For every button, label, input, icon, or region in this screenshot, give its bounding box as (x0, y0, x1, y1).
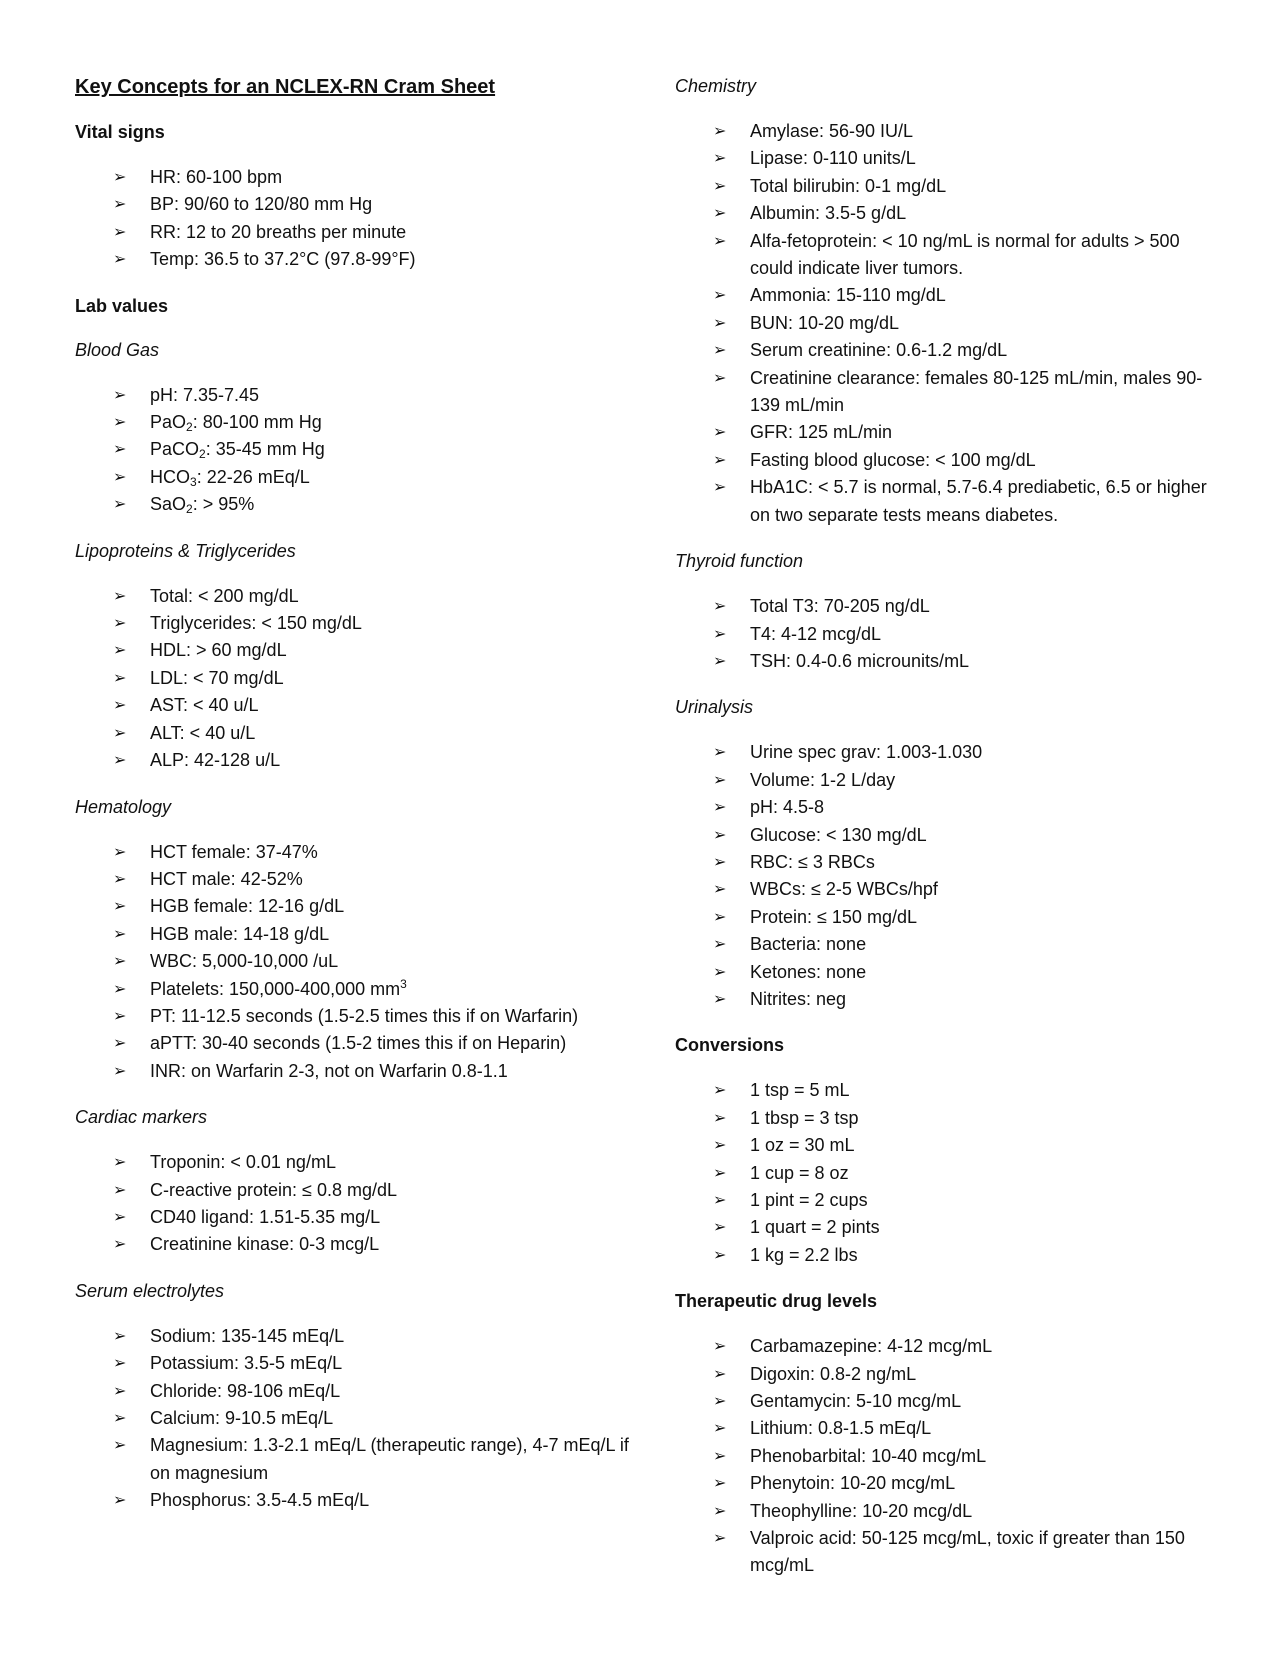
arrow-bullet-icon: ➢ (113, 724, 127, 742)
list-item (75, 1030, 635, 1057)
list-item-text: Platelets: 150,000-400,000 mm (150, 978, 401, 999)
arrow-bullet-icon: ➢ (713, 799, 727, 817)
list-item-text: Nitrites: neg (750, 988, 847, 1009)
list-item (675, 310, 1215, 337)
arrow-bullet-icon: ➢ (113, 1236, 127, 1254)
list-item-text: Urine spec grav: 1.003-1.030 (750, 742, 983, 763)
arrow-bullet-icon: ➢ (713, 744, 727, 762)
list-item-text: Volume: 1-2 L/day (750, 769, 896, 790)
list-serum-electrolytes (75, 1323, 635, 1515)
arrow-bullet-icon: ➢ (113, 953, 127, 971)
list-item-text: Gentamycin: 5-10 mcg/mL (750, 1391, 962, 1412)
list-item (675, 794, 1215, 821)
arrow-bullet-icon: ➢ (113, 870, 127, 888)
arrow-bullet-icon: ➢ (113, 615, 127, 633)
arrow-bullet-icon: ➢ (713, 177, 727, 195)
list-item-text: Theophylline: 10-20 mcg/dL (750, 1500, 973, 1521)
list-item-text: PaO (150, 412, 187, 433)
list-item (675, 822, 1215, 849)
list-item (75, 464, 635, 491)
list-item-text: Ketones: none (750, 961, 867, 982)
list-item (675, 876, 1215, 903)
list-item-text: Total T3: 70-205 ng/dL (750, 596, 930, 617)
list-item (75, 1204, 635, 1231)
arrow-bullet-icon: ➢ (113, 1327, 127, 1345)
list-item-text: Potassium: 3.5-5 mEq/L (150, 1353, 343, 1374)
list-item-text: Serum creatinine: 0.6-1.2 mg/dL (750, 340, 1008, 361)
list-item (675, 904, 1215, 931)
arrow-bullet-icon: ➢ (113, 1181, 127, 1199)
list-item (675, 959, 1215, 986)
section-heading-vital-signs: Vital signs (75, 122, 165, 142)
list-item (75, 491, 635, 518)
subheading-thyroid-function: Thyroid function (675, 551, 804, 572)
arrow-bullet-icon: ➢ (713, 150, 727, 168)
list-item-text: C-reactive protein: ≤ 0.8 mg/dL (150, 1179, 397, 1200)
list-item-text: Albumin: 3.5-5 g/dL (750, 203, 907, 224)
list-item-text: 1 tsp = 5 mL (750, 1080, 850, 1101)
list-item-text: Temp: 36.5 to 37.2°C (97.8-99°F) (150, 249, 416, 270)
list-item-text: Chloride: 98-106 mEq/L (150, 1380, 341, 1401)
list-item-text: ALT: < 40 u/L (150, 722, 256, 743)
arrow-bullet-icon: ➢ (713, 771, 727, 789)
arrow-bullet-icon: ➢ (113, 496, 127, 514)
list-item-text: Lithium: 0.8-1.5 mEq/L (750, 1418, 932, 1439)
subheading-serum-electrolytes: Serum electrolytes (75, 1280, 225, 1301)
list-item-text: pH: 4.5-8 (750, 797, 825, 818)
list-item-text: Creatinine kinase: 0-3 mcg/L (150, 1234, 380, 1255)
list-item (675, 593, 1215, 620)
subscript: 3 (190, 474, 197, 489)
arrow-bullet-icon: ➢ (113, 1355, 127, 1373)
list-item-text: Creatinine clearance: females 80-125 mL/min, males 90-139 mL/min (750, 367, 1203, 416)
list-item (75, 610, 635, 637)
arrow-bullet-icon: ➢ (113, 169, 127, 186)
arrow-bullet-icon: ➢ (713, 232, 727, 250)
arrow-bullet-icon: ➢ (113, 1410, 127, 1427)
list-item (75, 665, 635, 692)
list-item-text: Total: < 200 mg/dL (150, 585, 299, 606)
list-item-text: HR: 60-100 bpm (150, 167, 283, 187)
list-item (75, 1432, 635, 1487)
list-item-text: PT: 11-12.5 seconds (1.5-2.5 times this if on Warfarin) (150, 1005, 579, 1026)
list-lipoproteins (75, 583, 635, 775)
list-item-text: GFR: 125 mL/min (750, 422, 893, 443)
list-item (675, 849, 1215, 876)
list-item-text: Digoxin: 0.8-2 ng/mL (750, 1363, 917, 1384)
arrow-bullet-icon: ➢ (113, 251, 127, 269)
arrow-bullet-icon: ➢ (113, 1492, 127, 1510)
arrow-bullet-icon: ➢ (713, 1082, 727, 1100)
list-item-text: Phenobarbital: 10-40 mcg/mL (750, 1445, 987, 1466)
left-column (75, 74, 635, 1535)
list-item-text: Lipase: 0-110 units/L (750, 148, 916, 169)
arrow-bullet-icon: ➢ (713, 287, 727, 305)
section-heading-lab-values: Lab values (75, 295, 169, 316)
list-item-text: 1 kg = 2.2 lbs (750, 1244, 858, 1265)
list-item-text: Glucose: < 130 mg/dL (750, 824, 927, 845)
list-item (675, 1132, 1215, 1159)
list-item-text: Amylase: 56-90 IU/L (750, 121, 914, 141)
arrow-bullet-icon: ➢ (713, 479, 727, 497)
list-item (675, 739, 1215, 766)
list-item-text: Total bilirubin: 0-1 mg/dL (750, 175, 947, 196)
list-item (75, 1323, 635, 1350)
list-item-text: WBCs: ≤ 2-5 WBCs/hpf (750, 879, 938, 900)
arrow-bullet-icon: ➢ (113, 1007, 127, 1025)
arrow-bullet-icon: ➢ (113, 925, 127, 943)
list-item-text: HGB female: 12-16 g/dL (150, 896, 345, 917)
list-item-text: CD40 ligand: 1.51-5.35 mg/L (150, 1206, 381, 1227)
list-item-text: Calcium: 9-10.5 mEq/L (150, 1408, 334, 1428)
arrow-bullet-icon: ➢ (113, 223, 127, 241)
list-item (675, 648, 1215, 675)
arrow-bullet-icon: ➢ (113, 587, 127, 605)
list-item-text: 1 cup = 8 oz (750, 1162, 849, 1183)
list-item-text: Ammonia: 15-110 mg/dL (750, 285, 946, 306)
list-item (75, 583, 635, 610)
list-item-text: Phenytoin: 10-20 mcg/mL (750, 1473, 956, 1494)
list-item (75, 246, 635, 273)
arrow-bullet-icon: ➢ (113, 1035, 127, 1053)
list-item (675, 1388, 1215, 1415)
list-chemistry (675, 118, 1215, 529)
list-item-text: Carbamazepine: 4-12 mcg/mL (750, 1336, 993, 1357)
list-item (75, 1378, 635, 1405)
section-heading-drug-levels: Therapeutic drug levels (675, 1291, 878, 1312)
arrow-bullet-icon: ➢ (713, 1393, 727, 1411)
list-item-text: Triglycerides: < 150 mg/dL (150, 613, 362, 634)
list-item (675, 1160, 1215, 1187)
list-item-text: Magnesium: 1.3-2.1 mEq/L (therapeutic range), 4-7 mEq/L if on magnesium (150, 1435, 629, 1483)
list-item (675, 118, 1215, 145)
list-item (675, 1214, 1215, 1241)
arrow-bullet-icon: ➢ (713, 424, 727, 442)
list-item (675, 228, 1215, 283)
arrow-bullet-icon: ➢ (113, 386, 127, 404)
list-item (675, 419, 1215, 446)
list-item-text: Bacteria: none (750, 934, 867, 955)
list-item (675, 931, 1215, 958)
arrow-bullet-icon: ➢ (113, 441, 127, 459)
list-item (675, 145, 1215, 172)
arrow-bullet-icon: ➢ (113, 980, 127, 998)
list-item-text: Phosphorus: 3.5-4.5 mEq/L (150, 1490, 370, 1511)
list-hematology (75, 839, 635, 1086)
arrow-bullet-icon: ➢ (713, 1192, 727, 1209)
arrow-bullet-icon: ➢ (713, 369, 727, 387)
list-item (675, 1077, 1215, 1104)
list-conversions (675, 1077, 1215, 1269)
arrow-bullet-icon: ➢ (713, 451, 727, 469)
list-item (675, 621, 1215, 648)
arrow-bullet-icon: ➢ (713, 1475, 727, 1493)
list-item (75, 976, 635, 1003)
subheading-cardiac-markers: Cardiac markers (75, 1107, 208, 1128)
right-column (675, 74, 1215, 1600)
list-item (75, 191, 635, 218)
list-item (675, 986, 1215, 1013)
arrow-bullet-icon: ➢ (713, 826, 727, 844)
arrow-bullet-icon: ➢ (113, 669, 127, 687)
list-item-text: Protein: ≤ 150 mg/dL (750, 906, 917, 927)
list-item-text: ALP: 42-128 u/L (150, 750, 281, 771)
subheading-blood-gas: Blood Gas (75, 339, 160, 360)
list-item-text: Sodium: 135-145 mEq/L (150, 1325, 345, 1346)
list-item-text: PaCO (150, 439, 200, 460)
arrow-bullet-icon: ➢ (713, 936, 727, 954)
list-item (75, 1003, 635, 1030)
list-item-text: Valproic acid: 50-125 mcg/mL, toxic if greater than 150 mcg/mL (750, 1528, 1185, 1576)
section-heading-conversions: Conversions (675, 1035, 785, 1056)
arrow-bullet-icon: ➢ (113, 1062, 127, 1080)
list-item (75, 893, 635, 920)
arrow-bullet-icon: ➢ (113, 843, 127, 861)
list-item (675, 1415, 1215, 1442)
list-item-text: AST: < 40 u/L (150, 695, 259, 716)
list-item (75, 866, 635, 893)
list-item-text: TSH: 0.4-0.6 microunits/mL (750, 650, 970, 671)
subheading-lipoproteins: Lipoproteins & Triglycerides (75, 540, 296, 561)
arrow-bullet-icon: ➢ (713, 881, 727, 899)
arrow-bullet-icon: ➢ (713, 1502, 727, 1520)
list-item (75, 219, 635, 246)
list-item-text: : > 95% (192, 494, 255, 515)
list-item-text: LDL: < 70 mg/dL (150, 667, 284, 688)
list-item (675, 200, 1215, 227)
arrow-bullet-icon: ➢ (113, 752, 127, 770)
list-item (675, 767, 1215, 794)
list-item (75, 948, 635, 975)
list-item-text: 1 pint = 2 cups (750, 1190, 868, 1210)
arrow-bullet-icon: ➢ (113, 642, 127, 660)
list-item (675, 1333, 1215, 1360)
arrow-bullet-icon: ➢ (713, 1246, 727, 1264)
list-item (75, 1350, 635, 1377)
page-title: Key Concepts for an NCLEX-RN Cram Sheet (75, 76, 496, 98)
subheading-urinalysis: Urinalysis (675, 697, 754, 718)
list-item-text: Troponin: < 0.01 ng/mL (150, 1152, 336, 1173)
list-item-text: WBC: 5,000-10,000 /uL (150, 951, 339, 972)
arrow-bullet-icon: ➢ (113, 468, 127, 486)
list-item-text: RR: 12 to 20 breaths per minute (150, 221, 407, 242)
list-item-text: RBC: ≤ 3 RBCs (750, 851, 875, 872)
arrow-bullet-icon: ➢ (713, 1137, 727, 1155)
list-item (675, 447, 1215, 474)
list-item-text: T4: 4-12 mcg/dL (750, 623, 882, 644)
list-item (75, 1231, 635, 1258)
list-item (75, 164, 635, 191)
list-item (75, 1149, 635, 1176)
list-thyroid-function (675, 593, 1215, 675)
list-item-text: INR: on Warfarin 2-3, not on Warfarin 0.8-1.1 (150, 1060, 508, 1081)
list-item (75, 839, 635, 866)
list-item (675, 1105, 1215, 1132)
arrow-bullet-icon: ➢ (113, 1382, 127, 1400)
subheading-chemistry: Chemistry (675, 76, 757, 96)
list-item-text: HGB male: 14-18 g/dL (150, 923, 330, 944)
list-item (675, 1443, 1215, 1470)
arrow-bullet-icon: ➢ (713, 342, 727, 360)
list-item-text: Alfa-fetoprotein: < 10 ng/mL is normal for adults > 500 could indicate liver tumors. (750, 230, 1180, 279)
list-item-text: aPTT: 30-40 seconds (1.5-2 times this if on Heparin) (150, 1033, 567, 1054)
arrow-bullet-icon: ➢ (713, 652, 727, 670)
arrow-bullet-icon: ➢ (113, 697, 127, 715)
arrow-bullet-icon: ➢ (713, 1530, 727, 1548)
list-item-text: HCO (150, 466, 190, 487)
arrow-bullet-icon: ➢ (713, 1365, 727, 1383)
list-item (675, 282, 1215, 309)
list-item-text: pH: 7.35-7.45 (150, 384, 260, 405)
list-item (75, 1487, 635, 1514)
list-item (675, 1187, 1215, 1214)
list-item (75, 720, 635, 747)
list-item (675, 337, 1215, 364)
list-item (75, 747, 635, 774)
arrow-bullet-icon: ➢ (713, 205, 727, 223)
list-item (675, 173, 1215, 200)
arrow-bullet-icon: ➢ (713, 853, 727, 871)
arrow-bullet-icon: ➢ (713, 1164, 727, 1182)
arrow-bullet-icon: ➢ (713, 990, 727, 1008)
list-item (675, 1498, 1215, 1525)
list-item-text: BUN: 10-20 mg/dL (750, 312, 900, 333)
arrow-bullet-icon: ➢ (713, 1109, 727, 1127)
arrow-bullet-icon: ➢ (113, 1154, 127, 1172)
arrow-bullet-icon: ➢ (713, 1219, 727, 1237)
list-item (675, 1525, 1215, 1580)
list-drug-levels (675, 1333, 1215, 1580)
subscript: 2 (186, 502, 193, 517)
list-item-text: 1 quart = 2 pints (750, 1217, 880, 1238)
arrow-bullet-icon: ➢ (713, 963, 727, 981)
list-item-text: HCT male: 42-52% (150, 868, 303, 889)
arrow-bullet-icon: ➢ (713, 1447, 727, 1465)
arrow-bullet-icon: ➢ (713, 625, 727, 643)
list-item (675, 1470, 1215, 1497)
subscript: 2 (199, 447, 206, 462)
list-item-text: : 22-26 mEq/L (196, 466, 310, 487)
arrow-bullet-icon: ➢ (713, 123, 727, 140)
list-item (75, 921, 635, 948)
list-item (75, 1405, 635, 1432)
list-item-text: HbA1C: < 5.7 is normal, 5.7-6.4 prediabetic, 6.5 or higher on two separate tests means diabetes. (750, 477, 1207, 525)
arrow-bullet-icon: ➢ (113, 1208, 127, 1226)
list-item (675, 1361, 1215, 1388)
list-item-text: : 80-100 mm Hg (192, 412, 322, 433)
list-item-text: 1 tbsp = 3 tsp (750, 1107, 859, 1128)
list-item (675, 474, 1215, 529)
list-item-text: HCT female: 37-47% (150, 841, 318, 862)
arrow-bullet-icon: ➢ (113, 414, 127, 432)
arrow-bullet-icon: ➢ (113, 898, 127, 916)
arrow-bullet-icon: ➢ (713, 908, 727, 926)
list-item (75, 409, 635, 436)
list-item-text: 1 oz = 30 mL (750, 1135, 855, 1156)
list-item (75, 692, 635, 719)
list-item-text: HDL: > 60 mg/dL (150, 640, 287, 661)
list-vital-signs (75, 164, 635, 274)
list-cardiac-markers (75, 1149, 635, 1259)
list-item (675, 1242, 1215, 1269)
arrow-bullet-icon: ➢ (713, 598, 727, 616)
list-item-text: BP: 90/60 to 120/80 mm Hg (150, 194, 373, 215)
list-item-text: SaO (150, 494, 187, 515)
list-item (675, 365, 1215, 420)
arrow-bullet-icon: ➢ (713, 1420, 727, 1438)
list-item (75, 382, 635, 409)
arrow-bullet-icon: ➢ (113, 196, 127, 214)
list-urinalysis (675, 739, 1215, 1013)
list-blood-gas (75, 382, 635, 519)
subheading-hematology: Hematology (75, 796, 172, 817)
list-item-text: : 35-45 mm Hg (205, 439, 325, 460)
arrow-bullet-icon: ➢ (713, 1338, 727, 1356)
list-item (75, 436, 635, 463)
list-item (75, 1058, 635, 1085)
arrow-bullet-icon: ➢ (713, 314, 727, 332)
superscript: 3 (400, 976, 407, 991)
arrow-bullet-icon: ➢ (113, 1437, 127, 1455)
list-item-text: Fasting blood glucose: < 100 mg/dL (750, 449, 1036, 470)
subscript: 2 (186, 420, 193, 435)
list-item (75, 637, 635, 664)
list-item (75, 1177, 635, 1204)
